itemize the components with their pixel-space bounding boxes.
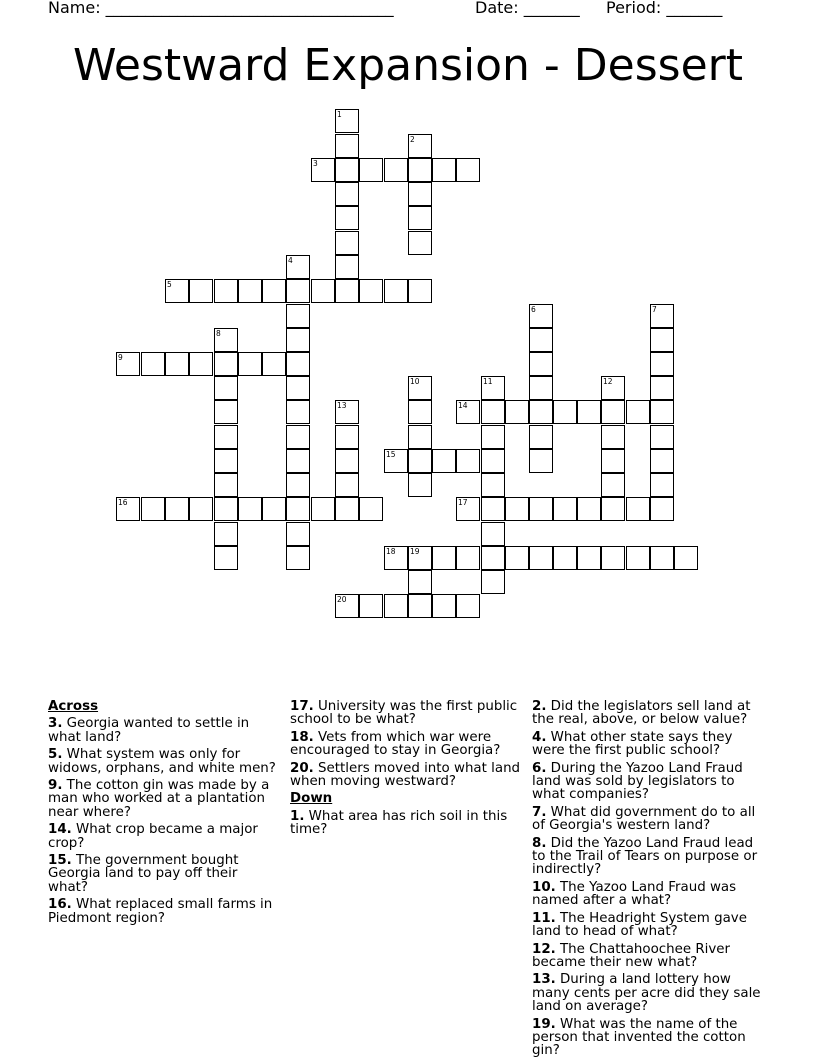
clue-number-label: 13: [337, 401, 347, 410]
grid-cell[interactable]: [553, 546, 577, 570]
clue-number: 17.: [290, 699, 314, 714]
clues-column-3: [532, 700, 764, 1062]
grid-cell[interactable]: [286, 425, 310, 449]
grid-cell[interactable]: [408, 231, 432, 255]
grid-cell[interactable]: [335, 134, 359, 158]
grid-cell[interactable]: [432, 546, 456, 570]
grid-cell[interactable]: [189, 497, 213, 521]
clue-number: 13.: [532, 972, 556, 988]
clue-number: 9.: [48, 778, 63, 794]
grid-cell[interactable]: [481, 497, 505, 521]
clue-number: 16.: [48, 897, 72, 913]
clues-column-2: [290, 700, 522, 841]
clue-number-label: 11: [483, 377, 493, 386]
grid-cell[interactable]: [214, 425, 238, 449]
clue-text: The Headright System gave land to head of what?: [532, 910, 747, 940]
grid-cell[interactable]: [286, 304, 310, 328]
grid-cell[interactable]: [408, 400, 432, 424]
clue-text: What crop became a major crop?: [48, 822, 258, 851]
clue-number: 18.: [290, 729, 314, 745]
clue-number-label: 14: [458, 401, 468, 410]
clue-number: 7.: [532, 804, 547, 820]
grid-cell[interactable]: [432, 594, 456, 618]
grid-cell[interactable]: [481, 425, 505, 449]
clue-item: [532, 837, 764, 877]
clue-item: [532, 881, 764, 908]
clue-text: Did the Yazoo Land Fraud lead to the Trail of Tears on purpose or indirectly?: [532, 835, 758, 878]
grid-cell[interactable]: [384, 594, 408, 618]
period-field-label[interactable]: Period: _______: [606, 0, 723, 17]
clue-text: Vets from which war were encouraged to stay in Georgia?: [290, 729, 501, 759]
grid-cell[interactable]: [141, 497, 165, 521]
grid-cell[interactable]: [674, 546, 698, 570]
clue-item: [532, 806, 764, 833]
grid-cell[interactable]: [432, 158, 456, 182]
grid-cell[interactable]: [650, 352, 674, 376]
grid-cell[interactable]: [359, 594, 383, 618]
grid-cell[interactable]: [601, 400, 625, 424]
grid-cell[interactable]: [408, 594, 432, 618]
grid-cell[interactable]: [432, 449, 456, 473]
clue-item: [48, 779, 280, 819]
grid-cell[interactable]: [408, 158, 432, 182]
clue-item: [532, 731, 764, 758]
grid-cell[interactable]: [335, 255, 359, 279]
grid-cell[interactable]: [601, 497, 625, 521]
grid-cell[interactable]: [335, 158, 359, 182]
clue-text: What was the name of the person that invented the cotton gin?: [532, 1016, 746, 1059]
grid-cell[interactable]: [529, 449, 553, 473]
grid-cell[interactable]: [650, 497, 674, 521]
grid-cell[interactable]: [335, 206, 359, 230]
clue-number-label: 15: [386, 450, 396, 459]
clue-item: [290, 700, 522, 727]
grid-cell[interactable]: [505, 497, 529, 521]
grid-cell[interactable]: [529, 376, 553, 400]
grid-cell[interactable]: [165, 497, 189, 521]
clues-heading: Down: [290, 791, 333, 807]
grid-cell[interactable]: [238, 279, 262, 303]
grid-cell[interactable]: [481, 522, 505, 546]
clue-number: 3.: [48, 716, 63, 732]
clues-heading: Across: [48, 699, 99, 714]
grid-cell[interactable]: [529, 425, 553, 449]
grid-cell[interactable]: [286, 376, 310, 400]
clue-number: 12.: [532, 941, 556, 957]
grid-cell[interactable]: [384, 279, 408, 303]
clue-number: 11.: [532, 910, 556, 926]
grid-cell[interactable]: [214, 473, 238, 497]
grid-cell[interactable]: [529, 497, 553, 521]
clues-column-1: [48, 700, 280, 929]
grid-cell[interactable]: [601, 449, 625, 473]
clues-section: [0, 699, 816, 1059]
grid-cell[interactable]: [286, 279, 310, 303]
clue-number-label: 3: [313, 159, 318, 168]
clue-number: 6.: [532, 760, 547, 776]
grid-cell[interactable]: [408, 425, 432, 449]
clue-number: 4.: [532, 729, 547, 745]
clue-text: What replaced small farms in Piedmont region?: [48, 897, 273, 926]
grid-cell[interactable]: [214, 497, 238, 521]
grid-cell[interactable]: [456, 158, 480, 182]
grid-cell[interactable]: [214, 449, 238, 473]
grid-cell[interactable]: [262, 352, 286, 376]
clue-text: What system was only for widows, orphans, and white men?: [48, 747, 276, 776]
page-title: Westward Expansion - Dessert: [73, 40, 743, 91]
grid-cell[interactable]: [601, 425, 625, 449]
grid-cell[interactable]: [214, 400, 238, 424]
clue-number-label: 4: [288, 256, 293, 265]
clue-text: The Yazoo Land Fraud was named after a what?: [532, 879, 737, 909]
clue-number-label: 16: [118, 498, 128, 507]
grid-cell[interactable]: [408, 449, 432, 473]
grid-cell[interactable]: [238, 497, 262, 521]
grid-cell[interactable]: [626, 497, 650, 521]
grid-cell[interactable]: [601, 473, 625, 497]
grid-cell[interactable]: [408, 182, 432, 206]
clue-number-label: 6: [531, 305, 536, 314]
grid-cell[interactable]: [481, 546, 505, 570]
clue-number-label: 19: [410, 547, 420, 556]
grid-cell[interactable]: [262, 279, 286, 303]
clue-text: Georgia wanted to settle in what land?: [48, 716, 250, 745]
grid-cell[interactable]: [650, 449, 674, 473]
grid-cell[interactable]: [626, 400, 650, 424]
grid-cell[interactable]: [214, 279, 238, 303]
clue-item: [48, 854, 280, 894]
grid-cell[interactable]: [529, 352, 553, 376]
clue-number: 2.: [532, 699, 547, 714]
grid-cell[interactable]: [456, 546, 480, 570]
clue-number-label: 2: [410, 135, 415, 144]
grid-cell[interactable]: [311, 497, 335, 521]
clue-text: University was the first public school to be what?: [290, 699, 518, 728]
grid-cell[interactable]: [577, 497, 601, 521]
grid-cell[interactable]: [481, 400, 505, 424]
grid-cell[interactable]: [189, 279, 213, 303]
clue-item: [532, 943, 764, 970]
grid-cell[interactable]: [335, 425, 359, 449]
grid-cell[interactable]: [214, 522, 238, 546]
grid-cell[interactable]: [335, 473, 359, 497]
clue-item: [532, 700, 764, 727]
name-field-label[interactable]: Name: ____________________________________: [48, 0, 394, 17]
clue-number: 10.: [532, 879, 556, 895]
clue-item: [532, 762, 764, 802]
clue-number: 8.: [532, 835, 547, 851]
grid-cell[interactable]: [650, 400, 674, 424]
clue-text: Settlers moved into what land when moving westward?: [290, 760, 521, 790]
clue-item: [532, 973, 764, 1013]
grid-cell[interactable]: [553, 497, 577, 521]
clue-number-label: 5: [167, 280, 172, 289]
clue-number-label: 17: [458, 498, 468, 507]
grid-cell[interactable]: [408, 279, 432, 303]
clue-text: During the Yazoo Land Fraud land was sold by legislators to what companies?: [532, 760, 743, 803]
grid-cell[interactable]: [214, 546, 238, 570]
clue-item: [48, 898, 280, 925]
grid-cell[interactable]: [481, 570, 505, 594]
clue-number-label: 18: [386, 547, 396, 556]
grid-cell[interactable]: [335, 182, 359, 206]
clue-number-label: 1: [337, 110, 342, 119]
clue-text: During a land lottery how many cents per acre did they sale land on average?: [532, 972, 761, 1015]
grid-cell[interactable]: [286, 328, 310, 352]
clue-number: 15.: [48, 853, 72, 869]
clue-number-label: 10: [410, 377, 420, 386]
grid-cell[interactable]: [359, 158, 383, 182]
grid-cell[interactable]: [335, 231, 359, 255]
grid-cell[interactable]: [553, 400, 577, 424]
grid-cell[interactable]: [408, 473, 432, 497]
grid-cell[interactable]: [165, 352, 189, 376]
clue-number-label: 12: [603, 377, 613, 386]
clue-number: 19.: [532, 1016, 556, 1032]
clue-text: What area has rich soil in this time?: [290, 808, 508, 838]
grid-cell[interactable]: [141, 352, 165, 376]
grid-cell[interactable]: [262, 497, 286, 521]
clue-number-label: 9: [118, 353, 123, 362]
grid-cell[interactable]: [626, 546, 650, 570]
grid-cell[interactable]: [456, 594, 480, 618]
grid-cell[interactable]: [650, 328, 674, 352]
grid-cell[interactable]: [384, 158, 408, 182]
grid-cell[interactable]: [505, 546, 529, 570]
clue-item: [48, 748, 280, 775]
clue-item: [290, 810, 522, 837]
grid-cell[interactable]: [577, 546, 601, 570]
clue-text: The Chattahoochee River became their new what?: [532, 941, 731, 970]
clue-item: [290, 762, 522, 789]
clue-number-label: 8: [216, 329, 221, 338]
clue-item: [48, 717, 280, 744]
grid-cell[interactable]: [529, 400, 553, 424]
clue-number: 14.: [48, 822, 72, 838]
grid-cell[interactable]: [481, 449, 505, 473]
clue-item: [290, 731, 522, 758]
grid-cell[interactable]: [286, 497, 310, 521]
date-field-label[interactable]: Date: _______: [475, 0, 580, 17]
grid-cell[interactable]: [529, 546, 553, 570]
clue-text: What other state says they were the first public school?: [532, 729, 733, 759]
clue-text: The government bought Georgia land to pay off their what?: [48, 853, 239, 895]
grid-cell[interactable]: [650, 546, 674, 570]
grid-cell[interactable]: [359, 497, 383, 521]
grid-cell[interactable]: [481, 473, 505, 497]
grid-cell[interactable]: [408, 570, 432, 594]
grid-cell[interactable]: [286, 546, 310, 570]
clue-number-label: 20: [337, 595, 347, 604]
grid-cell[interactable]: [650, 425, 674, 449]
clue-item: [532, 912, 764, 939]
grid-cell[interactable]: [189, 352, 213, 376]
grid-cell[interactable]: [505, 400, 529, 424]
clue-number: 5.: [48, 747, 63, 763]
clue-text: What did government do to all of Georgia's western land?: [532, 804, 756, 834]
grid-cell[interactable]: [601, 546, 625, 570]
clue-text: Did the legislators sell land at the real, above, or below value?: [532, 699, 751, 728]
clue-text: The cotton gin was made by a man who worked at a plantation near where?: [48, 778, 270, 820]
grid-cell[interactable]: [577, 400, 601, 424]
grid-cell[interactable]: [286, 522, 310, 546]
clue-number-label: 7: [652, 305, 657, 314]
grid-cell[interactable]: [650, 376, 674, 400]
clue-number: 1.: [290, 808, 305, 824]
grid-cell[interactable]: [335, 497, 359, 521]
clue-number: 20.: [290, 760, 314, 776]
grid-cell[interactable]: [214, 376, 238, 400]
grid-cell[interactable]: [335, 449, 359, 473]
grid-cell[interactable]: [238, 352, 262, 376]
grid-cell[interactable]: [286, 449, 310, 473]
grid-cell[interactable]: [286, 400, 310, 424]
grid-cell[interactable]: [456, 449, 480, 473]
grid-cell[interactable]: [529, 328, 553, 352]
grid-cell[interactable]: [214, 352, 238, 376]
grid-cell[interactable]: [650, 473, 674, 497]
grid-cell[interactable]: [408, 206, 432, 230]
grid-cell[interactable]: [335, 279, 359, 303]
grid-cell[interactable]: [286, 352, 310, 376]
grid-cell[interactable]: [286, 473, 310, 497]
grid-cell[interactable]: [359, 279, 383, 303]
clue-item: [532, 1018, 764, 1058]
grid-cell[interactable]: [311, 279, 335, 303]
clue-item: [48, 823, 280, 850]
